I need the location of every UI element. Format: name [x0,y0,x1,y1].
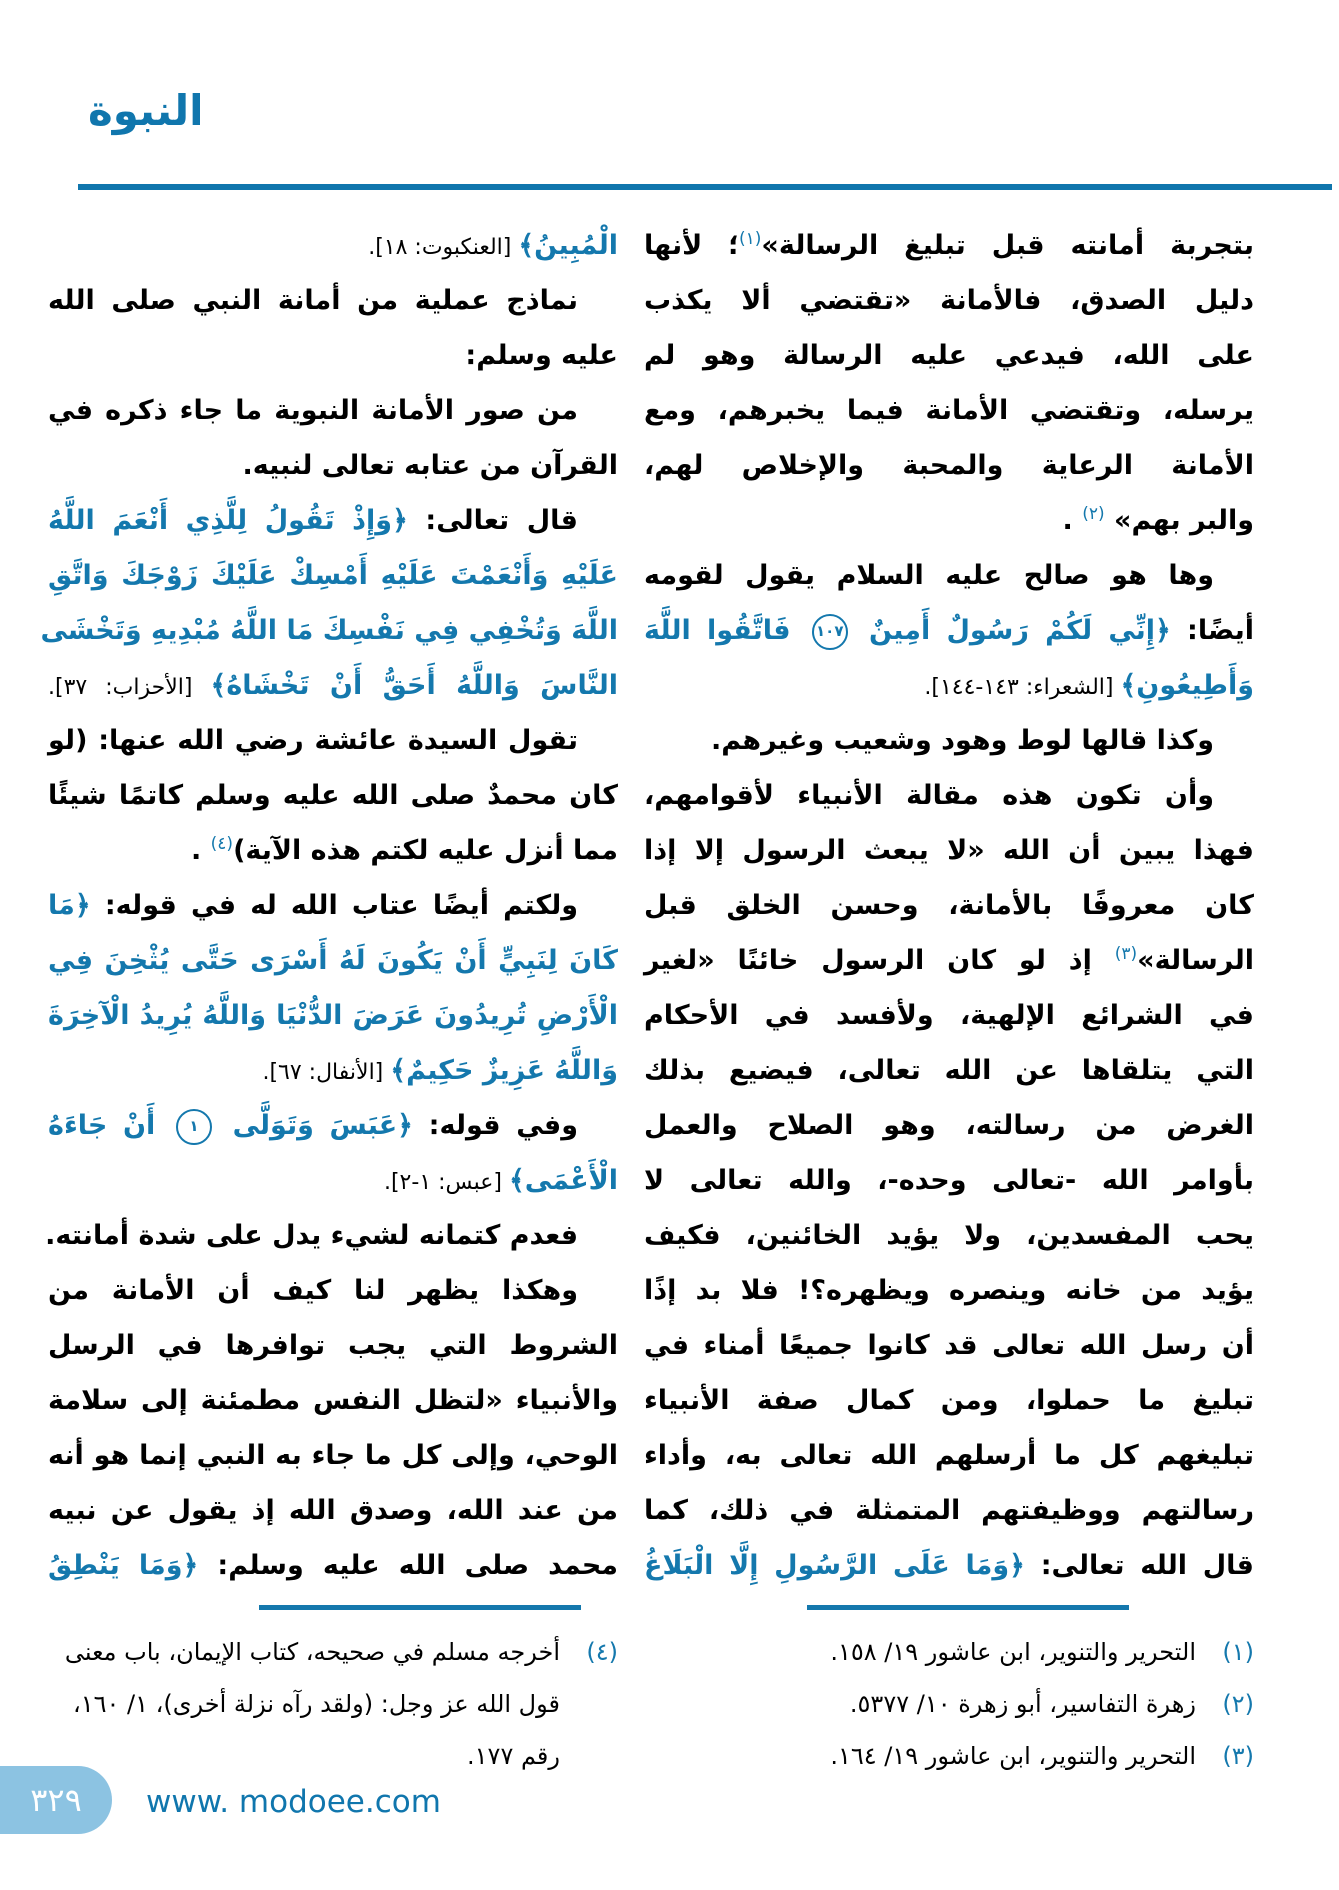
text-line [644,383,1254,438]
body-text: قال الله تعالى: [1024,1550,1254,1581]
text-line [644,768,1254,823]
quran-text: اللَّهَ وَتُخْفِي فِي نَفْسِكَ مَا اللَّهُ مُبْدِيهِ وَتَخْشَى [40,615,618,646]
text-line [40,603,618,658]
verse-citation: [عبس: ١-٢]. [383,1170,509,1195]
verse-citation: [الأحزاب: ٣٧]. [48,675,211,700]
footnote-text: أخرجه مسلم في صحيحه، كتاب الإيمان، باب معنى قول الله عز وجل: (ولقد رآه نزلة أخرى)، ١/ ١٦٠، رقم ١٧٧. [64,1638,560,1770]
verse-citation: [الشعراء: ١٤٣-١٤٤]. [924,675,1121,700]
body-text: . [190,835,211,866]
text-line [644,218,1254,273]
quran-text: ﴿وَإِذْ تَقُولُ لِلَّذِي أَنْعَمَ اللَّهُ [48,505,408,536]
text-line [644,658,1254,713]
text-line [644,1098,1254,1153]
footnote-ref: (٢) [1082,504,1105,524]
body-text: نماذج عملية من أمانة النبي صلى الله [48,285,578,316]
text-line [644,988,1254,1043]
text-line [644,933,1254,988]
body-text: من عند الله، وصدق الله إذ يقول عن نبيه [48,1495,618,1526]
text-line [48,823,618,878]
text-line [644,713,1254,768]
text-line [644,603,1254,658]
text-line [48,988,618,1043]
footnote-text: زهرة التفاسير، أبو زهرة ١٠/ ٥٣٧٧. [849,1690,1196,1718]
footnote-text: التحرير والتنوير، ابن عاشور ١٩/ ١٥٨. [830,1638,1196,1666]
text-line [48,1263,618,1318]
body-text: على الله، فيدعي عليه الرسالة وهو لم [644,340,1254,371]
body-text: محمد صلى الله عليه وسلم: [198,1550,619,1581]
text-line [48,273,618,328]
text-line [48,768,618,823]
text-line [48,878,618,933]
footnote [644,1730,1254,1782]
body-text: في الشرائع الإلهية، ولأفسد في الأحكام [644,1000,1254,1031]
text-line [644,438,1254,493]
body-text: بأوامر الله -تعالى وحده-، والله تعالى لا [644,1165,1254,1196]
footnote-separator-left [259,1605,581,1610]
body-text: يؤيد من خانه وينصره ويظهره؟! فلا بد إذًا [644,1275,1254,1306]
body-text: القرآن من عتابه تعالى لنبيه. [242,450,618,481]
text-line [644,1208,1254,1263]
footnotes-right [644,1626,1254,1782]
footnote [644,1626,1254,1678]
text-line [48,383,618,438]
body-text: رسالتهم ووظيفتهم المتمثلة في ذلك، كما [644,1495,1254,1526]
body-text: فعدم كتمانه لشيء يدل على شدة أمانته. [45,1220,578,1251]
body-text: أن رسل الله تعالى قد كانوا جميعًا أمناء في [644,1330,1254,1361]
page-number-badge [0,1766,112,1834]
body-text: التي يتلقاها عن الله تعالى، فيضيع بذلك [644,1055,1254,1086]
text-line [48,1043,618,1098]
quran-text: فَاتَّقُوا اللَّهَ [644,615,807,646]
footnote-number: (١) [1222,1638,1254,1666]
text-line [48,1318,618,1373]
body-text: والبر بهم» [1104,505,1254,536]
footnote [644,1678,1254,1730]
text-line [48,1153,618,1208]
text-line [644,1263,1254,1318]
quran-text: ﴿إِنِّي لَكُمْ رَسُولٌ أَمِينٌ [852,615,1171,646]
footnotes-left [48,1626,618,1782]
body-text: إذ لو كان الرسول خائنًا «لغير [644,945,1115,976]
body-text: الوحي، وإلى كل ما جاء به النبي إنما هو أنه [48,1440,618,1471]
footnote-text: التحرير والتنوير، ابن عاشور ١٩/ ١٦٤. [830,1742,1196,1770]
body-text: أيضًا: [1170,615,1254,646]
body-text: ولكتم أيضًا عتاب الله له في قوله: [90,890,578,921]
quran-text: الْمُبِينُ﴾ [518,230,618,261]
footnote-ref: (٤) [210,834,234,854]
column-right-text [644,218,1254,1593]
text-line [48,1373,618,1428]
quran-text: وَاللَّهُ عَزِيزٌ حَكِيمٌ﴾ [390,1055,618,1086]
text-line [644,1483,1254,1538]
quran-text: ﴿مَا [48,890,91,921]
text-line [644,823,1254,878]
text-line [45,1208,618,1263]
body-text: يرسله، وتقتضي الأمانة فيما يخبرهم، ومع [644,395,1254,426]
text-line [644,1428,1254,1483]
body-text: يحب المفسدين، ولا يؤيد الخائنين، فكيف [644,1220,1254,1251]
footnote-separator-right [807,1605,1129,1610]
footnote-ref: (٣) [1114,944,1138,964]
body-text: وهكذا يظهر لنا كيف أن الأمانة من [48,1275,578,1306]
body-text: مما أنزل عليه لكتم هذه الآية) [233,835,618,866]
verse-number-circle: ١ [176,1109,212,1145]
body-text: كان محمدٌ صلى الله عليه وسلم كاتمًا شيئًا [48,780,618,811]
text-line [48,328,618,383]
body-text: وفي قوله: [413,1110,578,1141]
column-left [40,218,619,1782]
text-line [644,328,1254,383]
text-line [48,933,618,988]
website-url[interactable]: www. modoee.com [146,1784,441,1820]
body-text: وأن تكون هذه مقالة الأنبياء لأقوامهم، [644,780,1214,811]
quran-text: الْأَعْمَى﴾ [508,1165,618,1196]
quran-text: الْأَرْضِ تُرِيدُونَ عَرَضَ الدُّنْيَا وَاللَّهُ يُرِيدُ الْآخِرَةَ [48,1000,618,1031]
body-text: . [1062,505,1083,536]
body-text: ؛ لأنها [644,230,739,261]
text-line [48,493,618,548]
text-line [48,218,618,273]
quran-text: أَنْ جَاءَهُ [48,1110,171,1141]
text-line [644,1318,1254,1373]
column-left-text [40,218,619,1593]
text-line [48,438,618,493]
body-text: وها هو صالح عليه السلام يقول لقومه [644,560,1214,591]
body-text: تبليغ ما حملوا، ومن كمال صفة الأنبياء [644,1385,1254,1416]
quran-text: ﴿عَبَسَ وَتَوَلَّى [216,1110,413,1141]
text-line [644,273,1254,328]
verse-number-circle: ١٠٧ [812,614,848,650]
text-line [644,1538,1254,1593]
text-line [48,1428,618,1483]
body-text: عليه وسلم: [465,340,618,371]
body-text: من صور الأمانة النبوية ما جاء ذكره في [48,395,578,426]
body-text: دليل الصدق، فالأمانة «تقتضي ألا يكذب [644,285,1254,316]
body-text: كان معروفًا بالأمانة، وحسن الخلق قبل [644,890,1254,921]
body-text: تبليغهم كل ما أرسلهم الله تعالى به، وأداء [644,1440,1254,1471]
footnote [48,1626,618,1782]
body-text: الشروط التي يجب توافرها في الرسل [48,1330,618,1361]
page-number: ٣٢٩ [30,1781,82,1819]
text-line [48,1098,618,1153]
quran-text: كَانَ لِنَبِيٍّ أَنْ يَكُونَ لَهُ أَسْرَى حَتَّى يُثْخِنَ فِي [48,945,618,976]
footnote-number: (٢) [1222,1690,1254,1718]
quran-text: ﴿وَمَا يَنْطِقُ [48,1550,199,1581]
footnote-number: (٣) [1222,1742,1254,1770]
body-text: بتجربة أمانته قبل تبليغ الرسالة» [761,230,1254,261]
text-line [644,1153,1254,1208]
text-line [644,1373,1254,1428]
header-divider [78,184,1332,190]
text-line [644,548,1254,603]
text-line [48,713,618,768]
body-text: الرسالة» [1137,945,1254,976]
verse-citation: [العنكبوت: ١٨]. [368,235,519,260]
quran-text: وَأَطِيعُونِ﴾ [1120,670,1254,701]
body-text: الغرض من رسالته، وهو الصلاح والعمل [644,1110,1254,1141]
text-line [48,548,618,603]
text-line [48,658,618,713]
footnote-ref: (١) [738,229,762,249]
column-right [644,218,1254,1782]
footnote-number: (٤) [586,1638,618,1666]
body-text: والأنبياء «لتظل النفس مطمئنة إلى سلامة [48,1385,618,1416]
quran-text: النَّاسَ وَاللَّهُ أَحَقُّ أَنْ تَخْشَاهُ﴾ [210,670,618,701]
text-line [48,1483,618,1538]
verse-citation: [الأنفال: ٦٧]. [262,1060,391,1085]
text-columns [40,218,1254,1782]
text-line [48,1538,618,1593]
body-text: وكذا قالها لوط وهود وشعيب وغيرهم. [710,725,1214,756]
text-line [644,878,1254,933]
text-line [644,493,1254,548]
quran-text: ﴿وَمَا عَلَى الرَّسُولِ إِلَّا الْبَلَاغُ [644,1550,1025,1581]
text-line [644,1043,1254,1098]
quran-text: عَلَيْهِ وَأَنْعَمْتَ عَلَيْهِ أَمْسِكْ عَلَيْكَ زَوْجَكَ وَاتَّقِ [48,560,618,591]
body-text: تقول السيدة عائشة رضي الله عنها: (لو [48,725,578,756]
body-text: قال تعالى: [407,505,578,536]
body-text: فهذا يبين أن الله «لا يبعث الرسول إلا إذا [644,835,1254,866]
body-text: الأمانة الرعاية والمحبة والإخلاص لهم، [644,450,1254,481]
section-title: النبوة [88,86,204,135]
